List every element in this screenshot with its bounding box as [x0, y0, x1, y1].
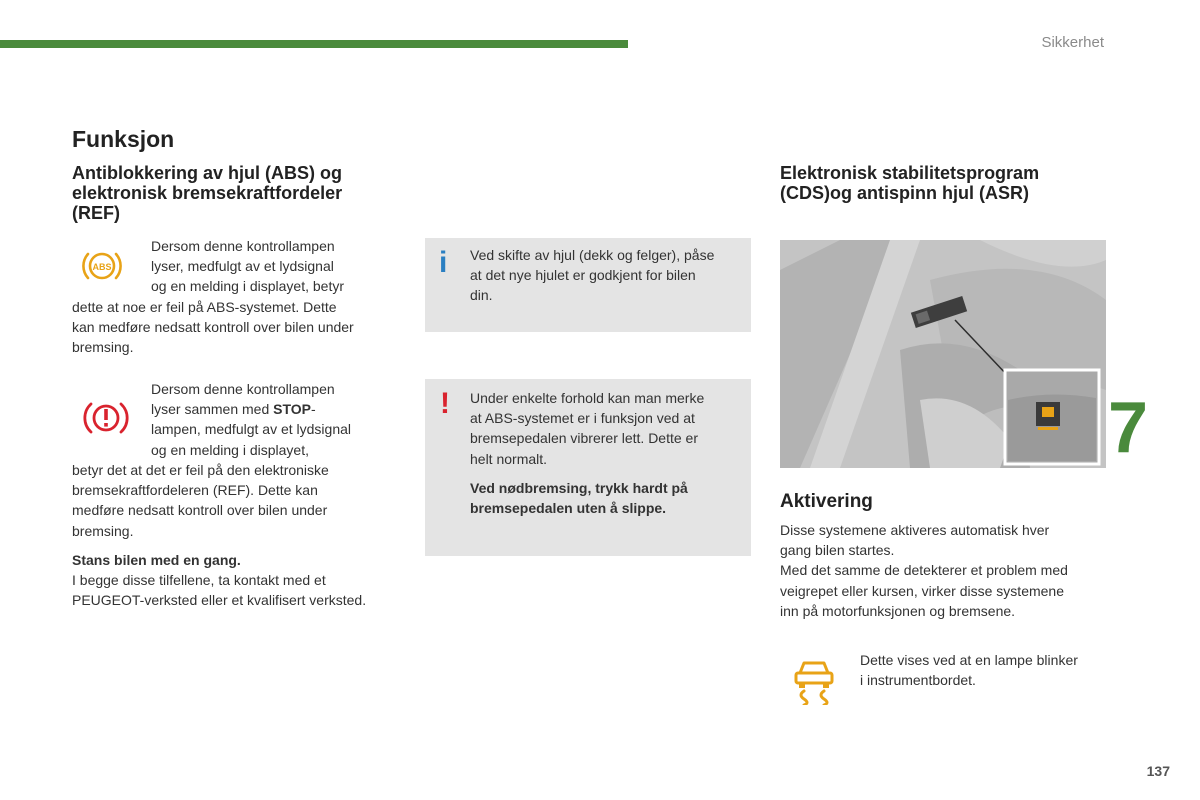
abs-icon-label: ABS [92, 262, 112, 272]
text-line: I begge disse tilfellene, ta kontakt med et [72, 572, 326, 589]
header-accent-bar [0, 40, 628, 48]
text-line: Ved skifte av hjul (dekk og felger), påse [470, 247, 715, 263]
text-line [151, 399, 351, 419]
dashboard-illustration [780, 240, 1106, 468]
text-line: PEUGEOT-verksted eller et kvalifisert verksted. [72, 592, 367, 609]
text-line: i instrumentbordet. [860, 672, 976, 689]
stop-note-bold: Stans bilen med en gang. [72, 552, 241, 568]
text-line: Ved nødbremsing, trykk hardt på [470, 480, 688, 496]
text-line: bremsepedalen vibrerer lett. Dette er [470, 430, 698, 447]
text-line: kan medføre nedsatt kontroll over bilen under [72, 319, 354, 336]
section-label: Sikkerhet [1041, 34, 1104, 51]
text-line: din. [470, 287, 493, 304]
text-span: lyser sammen med [151, 401, 274, 418]
info-box [425, 238, 751, 332]
brake-warning-icon [82, 396, 130, 440]
text-line: Dersom denne kontrollampen [151, 238, 335, 254]
lamp-paragraph [860, 650, 1078, 690]
text-line: lampen, medfulgt av et lydsignal [151, 421, 351, 438]
warning-box [425, 379, 751, 556]
esp-heading [780, 163, 1039, 203]
abs-heading-line: elektronisk bremsekraftfordeler [72, 183, 343, 203]
text-line: bremsing. [72, 522, 134, 539]
info-text [470, 245, 714, 306]
abs-heading-line: (REF) [72, 203, 120, 223]
text-line: dette at noe er feil på ABS-systemet. Dette [72, 299, 337, 315]
chapter-number: 7 [1107, 388, 1148, 468]
dashboard-photo [780, 240, 1106, 468]
text-line: inn på motorfunksjonen og bremsene. [780, 602, 1016, 619]
text-line: bremsekraftfordeleren (REF). Dette kan [72, 482, 318, 499]
text-line: at det nye hjulet er godkjent for bilen [470, 267, 696, 284]
text-span: - [311, 401, 316, 418]
text-line: Dette vises ved at en lampe blinker [860, 652, 1078, 668]
stop-note [72, 550, 366, 611]
warning-icon: ! [440, 387, 450, 420]
abs-paragraph-wrapped [151, 236, 344, 297]
skid-car-icon [790, 655, 838, 705]
text-line: Disse systemene aktiveres automatisk hver [780, 522, 1050, 538]
warning-text [470, 388, 704, 469]
stop-label: STOP [273, 401, 312, 418]
ref-paragraph [72, 460, 329, 541]
activation-paragraph [780, 520, 1068, 621]
activation-heading: Aktivering [780, 491, 873, 512]
abs-paragraph [72, 297, 354, 358]
esp-heading-line: (CDS)og antispinn hjul (ASR) [780, 183, 1029, 203]
ref-paragraph-wrapped [151, 379, 351, 460]
page-title: Funksjon [72, 126, 175, 152]
text-line: bremsing. [72, 339, 134, 356]
abs-heading [72, 163, 342, 223]
text-line: bremsepedalen uten å slippe. [470, 500, 667, 517]
page-number: 137 [1146, 763, 1170, 779]
text-line: og en melding i displayet, [151, 441, 309, 458]
text-line: Under enkelte forhold kan man merke [470, 390, 705, 406]
warning-bold-text [470, 478, 688, 518]
text-line: gang bilen startes. [780, 542, 895, 559]
text-line: at ABS-systemet er i funksjon ved at [470, 410, 695, 427]
text-line: helt normalt. [470, 450, 548, 467]
text-line: og en melding i displayet, betyr [151, 278, 344, 295]
text-line: veigrepet eller kursen, virker disse systemene [780, 582, 1065, 599]
text-line: Med det samme de detekterer et problem med [780, 562, 1068, 579]
abs-warning-icon [80, 244, 124, 288]
text-line: betyr det at det er feil på den elektroniske [72, 462, 329, 478]
text-line: medføre nedsatt kontroll over bilen under [72, 502, 328, 519]
text-line: lyser, medfulgt av et lydsignal [151, 258, 334, 275]
abs-heading-line: Antiblokkering av hjul (ABS) og [72, 163, 343, 183]
text-line: Dersom denne kontrollampen [151, 381, 335, 397]
esp-heading-line: Elektronisk stabilitetsprogram [780, 163, 1040, 183]
info-icon: i [439, 246, 448, 279]
